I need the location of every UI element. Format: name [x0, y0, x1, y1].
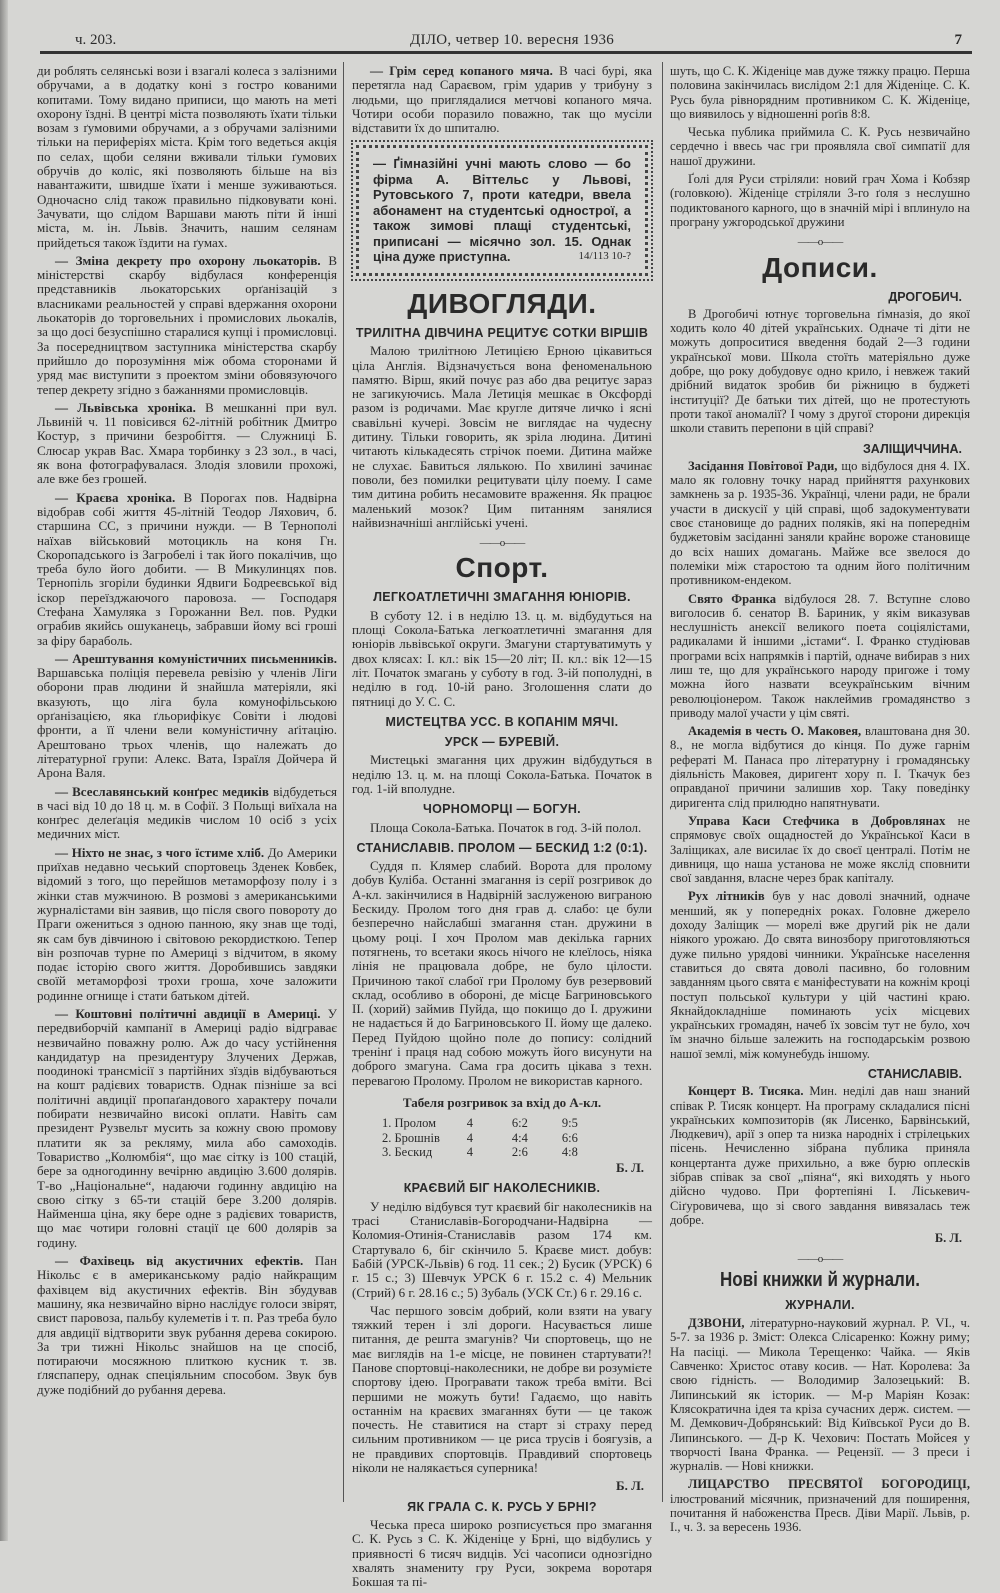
table-cell: 4	[466, 1130, 473, 1145]
article-lead: — Львівська хроніка.	[55, 399, 196, 415]
article-paragraph	[670, 125, 970, 168]
article-paragraph	[670, 1084, 970, 1227]
article-paragraph	[352, 609, 652, 709]
article-text: Час першого зовсім добрий, коли взяти на увагу тяжкий терен і злі дороги. Насувається лише питання, де решта змагунів? Чи спортовець, що не має виглядів на 1-е місце, не повинен стартувати?! Панове спортовці-наколесники, не добре ви розумієте спортову ідею. Програвати також треба вміти. Всі першими не можуть бути! Гадаємо, що навіть останнім на краєвих змаганнях бути — це також почесть. Не ставитися на старт зі страху перед сильним противником — це риса трусів і боягузів, а не правдивих спортовців. Правдивий спортовець ніколи не налякається суперника!	[352, 1302, 652, 1476]
article-text: Малою трилітною Летицією Ерною цікавиться ціла Англія. Відзначується вона феноменальною памятю. Вірш, який почує раз або два рецитує зараз не загикуючись. Мала Летиція мешкає в Оксфорді разом із родичами. Має кругле дитяче личко і ясні свавільні кучері. Зовсім не виглядає на чудесну дитину. Тільки говорить, як зріла людина. Дитині читають кількадесять стрічок поеми. Дитина майже не слухає. Бавиться лялькою. По хвилині зачинає поволи, без помилки рецитувати цілу поему. І саме тим дитина робить несамовите враження. Як працює маленький мозок? Цим питанням занялися найвизначніші англійські учені.	[352, 343, 652, 530]
section-subheading: КРАЄВИЙ БІГ НАКОЛЕСНИКІВ.	[403, 1181, 601, 1196]
article-text: що відбулося дня 4. IX. мало як головну точку нарад прийняття рахункових замкнень за р. 1935-36. Українці, члени ради, не брали участи в дискусії у цій справі, щоб задокументувати своє становище до радних поляків, які на попереднім буджетовім засіданні заняли крайнє вороже становище до всіх наших домагань. Майже все звелося до полеміки між старостою та одним його політичним противником-ендеком.	[670, 458, 970, 588]
standings-table	[352, 1096, 652, 1159]
column-1	[37, 64, 337, 1401]
article-lead: — Коштовні політичні авдиції в Америці.	[55, 1006, 321, 1021]
article-paragraph	[37, 652, 337, 781]
article-paragraph	[352, 344, 652, 530]
section-subheading: ЯК ГРАЛА С. К. РУСЬ У БРНІ?	[407, 1499, 597, 1514]
article-text: шуть, що С. К. Жіденіце мав дуже тяжку працю. Перша половина закінчилась вислідом 2:1 для Жіденіце. С. К. Русь була рівнорядним противником С. К. Жіденіце, що виявилось у відношенні роґів 8:8.	[670, 64, 970, 121]
article-text: В суботу 12. і в неділю 13. ц. м. відбудуться на площі Сокола-Батька легкоатлетичні змагання для юніорів львівської округи. Змагуни стартуватимуть у двох клясах: І. кл.: вік 15—20 літ; ІІ. кл.: вік 12—15 літ. Початок змагань у суботу в год. 3-ій пополудні, в неділю в год. 10-ій рано. Зголошення слати до пятниці до У. С. С.	[352, 607, 652, 709]
article-lead: — Ніхто не знає, з чого їстиме хліб.	[55, 844, 265, 860]
section-subheading: ТРИЛІТНА ДІВЧИНА РЕЦИТУЄ СОТКИ ВІРШІВ	[355, 325, 649, 340]
article-paragraph	[670, 307, 970, 436]
article-paragraph	[37, 1254, 337, 1397]
article-paragraph	[37, 1007, 337, 1250]
section-title: Дописи.	[762, 251, 878, 283]
article-lead: — Краєва хроніка.	[55, 489, 176, 505]
section-subheading: ЛЕГКОАТЛЕТИЧНІ ЗМАГАННЯ ЮНІОРІВ.	[373, 590, 631, 605]
section-subheading: СТАНИСЛАВІВ. ПРОЛОМ — БЕСКИД 1:2 (0:1).	[356, 840, 648, 855]
article-text: літературно-науковий журнал. Р. VI., ч. 5-7. за 1936 р. Зміст: Олекса Слісаренко: Кожну риму; На пасіці. — Микола Терещенко: Чайка. — Яків Савченко: Христос отаву косив. — Нат. Королева: За свою гідність. — Володимир Залозецький: В. Липинський як історик. — М-р Маріян Козак: Клясократична ідея та кріза сучасних держ. систем. — М. Демкович-Добрянський: Від Київської Руси до В. Липинського. — Д-р К. Чехович: Постать Мойсея у творчості Івана Франка. — Рецензії. — З преси і журналів. — Нові книжки.	[670, 1316, 970, 1474]
article-text: ди роблять селянські вози і взагалі колеса з залізними обручами, а в додатку коні з гостро кованими копитами. Тому видано приписи, що мають на меті охорону їздні. В центрі міста позволяють їхати тільки возам з ґумовими обручами, а з обручами залізними тільки на периферіях міста. Крім того ведеться акція по селах, щоби селяни вживали тільки ґумових обручів до коліс, які позволяють більше на віз навантажити, швидше їхати і менше зуживаються. Одночасно слід також правильно підковувати коні. Зачувати, що слідом Варшави мають піти й інші міста, м. ін. Львів. Значить, нашим селянам прийдеться також їздити на ґумах.	[37, 63, 337, 250]
place-heading: ЗАЛІЩИЧЧИНА.	[862, 441, 962, 456]
advertisement-text: — Ґімназійні учні мають слово — бо фірма А. Віттельс у Львові, Рутовського 7, проти катедри, ввела абонамент на студентські однострої, а також зимові плащі студентські, приписані — місячно зол. 15. Однак ціна дуже приступна.	[373, 156, 631, 265]
article-lead: Академія в честь О. Маковея,	[688, 724, 862, 739]
article-text: У неділю відбувся тут краєвий біг наколесників на трасі Станиславів-Богородчани-Надвірна — Коломия-Отинія-Станиславів разом 174 км. Стартувало 6, біг скінчило 5. Краєве мист. добув: Бабій (УРСК-Львів) 6 год. 11 сек.; 2) Бусик (УРСК) 6 г. 15 с.; 3) Шевчук УРСК 6 г. 15.2 с. 4) Мельник (Стрий) 6 г. 28.16 с.; 5) Зубаль (УСК Ст.) 6 г. 29.16 с.	[352, 1198, 652, 1300]
article-text: В часі бурі, яка перетягла над Сараєвом, грім ударив у трибуну з людьми, що приглядалися метчові копаного мяча. Чотири особи поразило поважно, так що мусіли відставити їх до шпиталю.	[352, 63, 652, 136]
article-text: Чеська публика приймила С. К. Русь незвичайно сердечно і ввесь час гри проявляла свої симпатії для нашої дружини.	[670, 125, 970, 168]
article-paragraph	[670, 172, 970, 229]
article-text: В Дрогобичі ютнує торговельна ґімназія, до якої ходить коло 40 дітей українських. Одначе ті діти не можуть допроситися введення бодай 2—3 години української мови. Школа стоїть матеріяльно дуже добре, що року добудовує одно крило, і невжеж такий дрібний видаток зробив би ріжницю в буджеті інституції? Де батьки тих дітей, що не протестують проти такої аномалії? І чому з другої сторони дирекція школи ставить перепони в цій справі?	[670, 306, 970, 436]
article-paragraph	[352, 753, 652, 796]
article-paragraph	[670, 1477, 970, 1534]
advertisement-box	[356, 145, 648, 276]
table-cell: 3. Бескид	[382, 1144, 433, 1159]
article-text: Ґолі для Руси стріляли: новий грач Хома і Кобзяр (головкою). Жіденіце стріляли 3-го ґоля з неслушно подиктованого карного, що в значній мірі і вплинуло на програну ужгородської дружини	[670, 172, 970, 229]
article-text: Пан Нікольс є в американському радіо найкращим фахівцем від акустичних ефектів. Він збудував машину, яка незвичайно вірно наслідує голоси звірят, свист паровоза, пальбу кулеметів і т. п. Раз треба було для авдиції відтворити звук рубання дерева сокирою. За три тижні Нікольс знайшов на це спосіб, потираючи мосяжною плиткою кусник т. зв. ґляспаперу, однак спеціяльним способом. Звук був дуже подібний до рубання дерева.	[37, 1253, 337, 1397]
table-row	[382, 1131, 600, 1145]
article-lead: — Грім серед копаного мяча.	[370, 63, 553, 78]
article-lead: — Фахівець від акустичних ефектів.	[55, 1253, 304, 1269]
table-cell: 4:4	[511, 1130, 528, 1145]
article-paragraph	[670, 814, 970, 885]
table-cell: 9:5	[561, 1116, 578, 1131]
article-text: До Америки приїхав недавно чеський спортовець Зденек Ковбек, відомий з того, що перейшов метаморфозу полу і з жінки став мужчиною. В розмові з американськими журналістами він заявив, що після свого повороту до Праги ожениться з одною панною, яку знав ще тоді, як сам був дівчиною і світовою рекордисткою. Тепер він розпочав турне по Америці з відчитом, в якому подає історію свого життя. Доробившись завдяки своїй метаморфозі трохи гроша, хоче заложити родинне огнище і стати батьком дітей.	[37, 844, 337, 1003]
article-paragraph	[37, 846, 337, 1003]
article-lead: Концерт В. Тисяка.	[688, 1084, 804, 1099]
advertisement-code: 14/113 10-?	[578, 250, 631, 263]
article-paragraph	[352, 1304, 652, 1476]
article-paragraph	[352, 1200, 652, 1300]
section-subheading: МИСТЕЦТВА УСС. В КОПАНІМ МЯЧІ.	[385, 714, 619, 729]
article-text: влаштована дня 30. 8., не могла відбутися до кінця. По дуже гарнім рефераті М. Панаса про літературну і громадянську діяльність Маковея, диригент хору п. І. Ткачук без оправданої причини залишив хор. Таку поведінку диригента слід прилюдно напятнувати.	[670, 724, 970, 810]
masthead-date: ДІЛО, четвер 10. вересня 1936	[410, 32, 615, 48]
section-subheading: ЧОРНОМОРЦІ — БОГУН.	[423, 802, 581, 817]
article-paragraph	[37, 64, 337, 250]
column-2	[352, 64, 652, 1593]
table-cell: 4	[466, 1116, 473, 1131]
article-text: В Порогах пов. Надвірна відобрав собі життя 45-літній Теодор Ляхович, б. старшина СС, з причини нужди. — В Тернополі наїхав військовий мотоцикль на коня Гн. Скоропадського із Загробелі і так його покалічив, що треба було його добити. — В Микулинцях пов. Тернопіль згоріли будинки Ядвиги Бодреєвської від іскор переїзджаючого паровоза. — Господаря Стефана Хамуляка з Горожанни Вел. пов. Рудки ограбив якийсь ошуканець, забравши йому всі гроші за фіру бараболь.	[37, 489, 338, 648]
article-paragraph	[37, 401, 337, 487]
place-heading: СТАНИСЛАВІВ.	[867, 1067, 962, 1081]
page-header	[40, 30, 972, 52]
article-text: У передвиборчій кампанії в Америці радіо відграває незвичайно поважну ролю. Аж до часу устійнення кандидатур на президентуру Злучених Держав, поодинокі трансмісії з партійних зїздів відбуваються на кошт радієвих товариств. Однак пізніше за всі політичні авдиції пропаґандового характеру почали побирати незвичайно високі оплати. Навіть сам президент Рузвельт мусить за кожну свою промову платити як за рекляму, мила або самоходів. Товариство „Колюмбія“, що має сітку із 100 стацій, бере за одногодинну вечірню авдицію 3.600 долярів. Т-во „Національне“, надаючи годинну авдицію на свою сітку з 65-ти стацій бере 3.200 долярів. Найменша ціна, яку бере одне з радієвих товариств, що має чотири головні стації це 600 долярів за годину.	[37, 1006, 337, 1250]
article-paragraph	[670, 1316, 970, 1473]
section-title: ДИВОГЛЯДИ.	[407, 287, 597, 319]
article-paragraph	[37, 491, 337, 648]
article-text: Мин. неділі дав наш знаний співак Р. Тисяк концерт. На програму складалися пісні українських композиторів (як Лисенко, Барвінський, Людкевич), арії з опер та низка народніх і стрілецьких пісень. Нечисленно зібрана публика приняла концертанта дуже прихильно, а вже бурю оплесків зібрав співак за свої „піяна“, які виходять у нього дійсно чудово. При фортепіяні І. Ліськевич-Сіґуровичева, що зі свого завдання вивязалась теж добре.	[670, 1084, 971, 1227]
article-lead: — Арештування комуністичних письменників.	[55, 650, 337, 666]
article-paragraph	[352, 1518, 652, 1589]
article-text: Варшавська поліція перевела ревізію у членів Ліги оборони прав людини й знайшла матеріяли, які вказують, що ліга була комунофільською орґанізацією, яка ґльорифікує Совіти і людові фронти, а її члени вели комуністичну аґітацію. Арештовано трьох членів, що належать до літературної групи: Алекс. Вата, Ізраїля Дойчера й Арона Валя.	[37, 665, 337, 781]
column-divider	[343, 62, 344, 1502]
table-cell: 6:2	[511, 1116, 528, 1131]
article-paragraph	[352, 821, 652, 835]
article-text: Мистецькі змагання цих дружин відбудуться в неділю 13. ц. м. на площі Сокола-Батька. Початок в год. 1-ій вполудне.	[352, 752, 652, 796]
article-paragraph	[352, 859, 652, 1088]
table-row	[382, 1145, 600, 1159]
article-text: відбулося 28. 7. Вступне слово виголосив б. сенатор В. Бариник, у якім виказував неслушність анексії великого поета соціялістами, радикалами й іншими „істами“. І. Франко студіював програми всіх напрямків і партій, одначе вибирав з них лиш те, що для українського народу пригоже і тому можна його назвати всеукраїнським вічним революціонером. Також наклеймив громадянство з приводу малої участи у цім святі.	[670, 591, 970, 720]
article-lead: — Всеславянський конґрес медиків	[55, 783, 269, 799]
article-lead: Управа Каси Стефчика в Добровлянах	[688, 813, 946, 828]
article-lead: Свято Франка	[688, 591, 776, 606]
article-lead: — Зміна декрету про охорону льокаторів.	[55, 252, 321, 268]
article-lead: Рух літників	[688, 889, 765, 904]
article-paragraph	[670, 592, 970, 721]
page-edge-shadow	[0, 0, 8, 1541]
article-paragraph	[37, 254, 337, 397]
table-row	[382, 1116, 600, 1130]
section-separator: ——o——	[797, 1252, 843, 1265]
article-text: Площа Сокола-Батька. Початок в год. 3-ій полол.	[370, 819, 642, 835]
article-text: ілюстрований місячник, призначений для поширення, почитання й набоженства Пресв. Діви Марії. Львів, р. І., ч. 3. за вересень 1936.	[670, 1491, 970, 1535]
article-paragraph	[670, 64, 970, 121]
table-cell: 6:6	[561, 1130, 578, 1145]
article-lead: ЛИЦАРСТВО ПРЕСВЯТОЇ БОГОРОДИЦІ,	[688, 1477, 970, 1492]
standings-grid	[382, 1116, 600, 1159]
author-signature: Б. Л.	[934, 1231, 962, 1246]
place-heading: ДРОГОБИЧ.	[888, 289, 962, 304]
table-cell: 2. Брошнів	[382, 1130, 440, 1145]
section-title: Спорт.	[455, 552, 549, 584]
article-text: Суддя п. Клямер слабий. Ворота для пролому добув Куліба. Останні змагання із серії розгривок до А-кл. закінчилися в Надвірній заслуженою виграною Бескиду. Пролом того дня грав д. слабо: це були безперечно найслабші змагання стан. дружини в цьому році. І хоч Пролом мав декілька гарних потягнень, то всетаки якось нічого не клеїлось, ніяка лінія не працювала добре, не було цілости. Причиною такої слабої гри Пролому був резервовий склад, особливо в обороні, де місце Багриновського ІІ. (хорий) займив Пуйда, що покищо до І. дружини не надається й до Багриновського ІІ. йому ще далеко. Перед Пуйдою щойно поле до попису: солідний тренінґ і праця над собою можуть його висунути на доброго змагуна. Сама гра досить цікава з техн. перевагою Пролому. Пролом не використав карного.	[352, 858, 652, 1088]
section-title: Нові книжки й журнали.	[719, 1268, 921, 1291]
section-subheading: УРСК — БУРЕВІЙ.	[444, 735, 560, 750]
table-cell: 1. Пролом	[382, 1116, 437, 1131]
page-number: 7	[954, 32, 962, 48]
article-paragraph	[670, 724, 970, 810]
table-cell: 2:6	[511, 1144, 528, 1159]
article-text: був у нас доволі значний, одначе менший, як у попередніх роках. Головне джерело доходу Заліщик — морелі вже другий рік не дали ніякого урожаю. До свята винозбору приготовляються дуже пильно урядові чинники. Українське населення ставиться до свята доволі пасивно, бо головним завданням цього свята є маніфестувати на кожнім кроці поступ польської культури у цій частині краю. Якнайдокладніше поминають усіх місцевих українських громадян, начеб їх зовсім тут не було, хоч їм значно більше залежить на господарськім розвою нашої землі, між комунебудь іншому.	[670, 889, 970, 1061]
section-separator: ——o——	[797, 236, 843, 249]
author-signature: Б. Л.	[615, 1160, 644, 1176]
header-rule	[40, 51, 972, 54]
article-lead: ДЗВОНИ,	[688, 1316, 745, 1331]
article-paragraph	[670, 889, 970, 1061]
article-paragraph	[37, 785, 337, 842]
issue-number: ч. 203.	[75, 32, 117, 48]
column-divider	[662, 62, 663, 1502]
article-text: відбудеться в часі від 10 до 18 ц. м. в Софії. З Польщі виїхала на конґрес делеґація медиків числом 10 осіб з усіх медичних міст.	[37, 783, 337, 842]
section-separator: ——o——	[479, 537, 525, 550]
table-cell: 4:8	[561, 1144, 578, 1159]
article-text: В міністерстві скарбу відбулася конференція представників льокаторських орґанізацій з власниками реальностей у справі вдержання охорони льокаторів до торговельних і промислових льокалів, за що досі безуспішно старалися купці і промисловці. За посередництвом заступника міністерства скарбу прийшло до порозуміння між обома сторонами й уряд має виступити з проектом зміни обовязуючого тепер декрету згідно з бажаннями промисловців.	[37, 252, 338, 397]
article-lead: Засідання Повітової Ради,	[688, 458, 838, 473]
article-paragraph	[352, 64, 652, 135]
standings-title: Табеля розгривок за вхід до А-кл.	[402, 1094, 602, 1110]
table-cell: 4	[466, 1144, 473, 1159]
column-3	[670, 64, 970, 1539]
section-subheading: ЖУРНАЛИ.	[785, 1297, 855, 1312]
article-text: Чеська преса широко розписується про змагання С. К. Русь з С. К. Жіденіце у Брні, що відбулись у приявності 6 тисяч видців. Усі часописи однозгідно хвалять знамениту гру Руси, зокрема воротаря Бокшая та пі-	[352, 1516, 652, 1590]
article-paragraph	[670, 459, 970, 588]
article-text: не спрямовує своїх ощадностей до Української Каси в Заліщиках, але висилає їх до своєї централі. Потім не дивниця, що наша установа не може якслід сповнити свої завдання, власне через брак капіталу.	[670, 813, 970, 886]
article-text: В мешканні при вул. Львиній ч. 11 повісився 62-літній робітник Дмитро Костур, з причини безробіття. — Служниці Б. Слюсар украв Вас. Хмара торбинку з 23 зол., в часі, як вона фотографувалася. Злодія зловили прохожі, але вже без грошей.	[37, 399, 338, 487]
author-signature: Б. Л.	[615, 1478, 644, 1494]
